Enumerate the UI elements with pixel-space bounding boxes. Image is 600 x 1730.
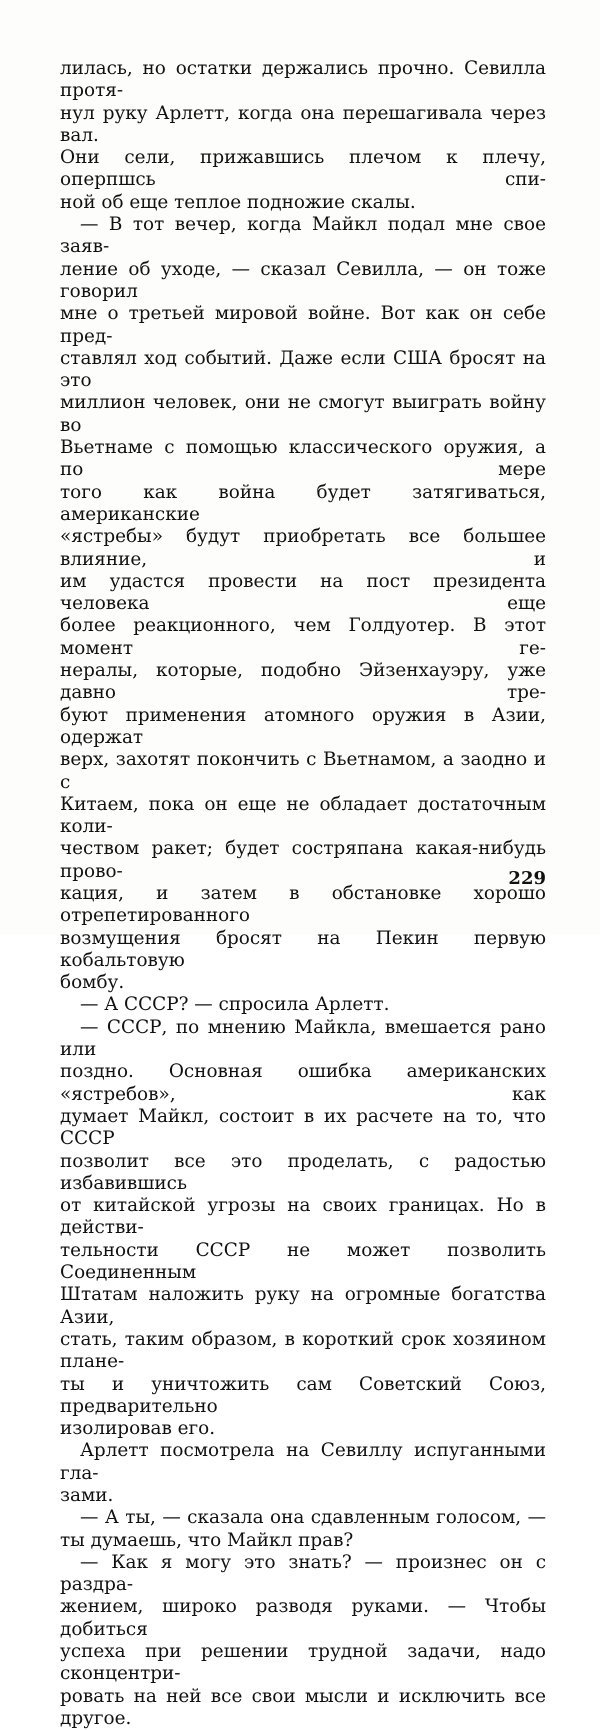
text-line: Арлетт посмотрела на Севиллу испуганными гла- bbox=[60, 1440, 546, 1484]
text-line: миллион человек, они не смогут выиграть войну во bbox=[60, 392, 546, 436]
text-line: более реакционного, чем Голдуотер. В этот момент ге- bbox=[60, 615, 546, 659]
text-line: Вьетнаме с помощью классического оружия, а по мере bbox=[60, 437, 546, 481]
text-line: ление об уходе, — сказал Севилла, — он тоже говорил bbox=[60, 258, 546, 302]
text-line: от китайской угрозы на своих границах. Но в действи- bbox=[60, 1195, 546, 1239]
text-line: бомбу. bbox=[60, 972, 125, 994]
page-number: 229 bbox=[508, 868, 546, 889]
text-line: того как война будет затягиваться, американские bbox=[60, 481, 546, 525]
text-line: жением, широко разводя руками. — Чтобы добиться bbox=[60, 1596, 546, 1640]
text-line: верх, захотят покончить с Вьетнамом, а заодно и с bbox=[60, 749, 546, 793]
text-line: чеством ракет; будет состряпана какая-нибудь прово- bbox=[60, 838, 546, 882]
text-line: Штатам наложить руку на огромные богатства Азии, bbox=[60, 1284, 546, 1328]
text-line: ной об еще теплое подножие скалы. bbox=[60, 191, 416, 213]
text-line: буют применения атомного оружия в Азии, одержат bbox=[60, 704, 546, 748]
text-line: — А ты, — сказала она сдавленным голосом, — bbox=[80, 1507, 546, 1529]
text-line: тельности СССР не может позволить Соединенным bbox=[60, 1239, 546, 1284]
text-line: нералы, которые, подобно Эйзенхауэру, уже давно тре- bbox=[60, 660, 546, 704]
text-line: думает Майкл, состоит в их расчете на то, что СССР bbox=[60, 1105, 546, 1150]
text-line: Китаем, пока он еще не обладает достаточным коли- bbox=[60, 793, 546, 838]
text-line: позволит все это проделать, с радостью избавившись bbox=[60, 1150, 546, 1194]
text-line: мне о третьей мировой войне. Вот как он себе пред- bbox=[60, 303, 546, 347]
text-line: — В тот вечер, когда Майкл подал мне свое заяв- bbox=[60, 214, 546, 258]
text-line: кация, и затем в обстановке хорошо отрепетированного bbox=[60, 882, 546, 927]
text-line: «ястребы» будут приобретать все большее влияние, и bbox=[60, 526, 546, 570]
text-line: успеха при решении трудной задачи, надо сконцентри- bbox=[60, 1641, 546, 1685]
text-line: возмущения бросят на Пекин первую кобальтовую bbox=[60, 927, 546, 971]
text-line: ты и уничтожить сам Советский Союз, предварительно bbox=[60, 1373, 546, 1417]
text-line: поздно. Основная ошибка американских «ястребов», как bbox=[60, 1061, 546, 1105]
text-line: — СССР, по мнению Майкла, вмешается рано или bbox=[60, 1016, 546, 1061]
text-line: — Как я могу это знать? — произнес он с раздра- bbox=[60, 1551, 546, 1596]
body-text bbox=[60, 58, 546, 1730]
text-line: ты думаешь, что Майкл прав? bbox=[60, 1529, 354, 1551]
text-line: нул руку Арлетт, когда она перешагивала через вал. bbox=[60, 102, 546, 146]
text-line: ставлял ход событий. Даже если США бросят на это bbox=[60, 347, 546, 392]
text-line: изолировав его. bbox=[60, 1418, 216, 1440]
text-line: зами. bbox=[60, 1485, 114, 1506]
text-line: ровать на ней все свои мысли и исключить все другое. bbox=[60, 1685, 546, 1729]
text-line: стать, таким образом, в короткий срок хозяином плане- bbox=[60, 1328, 546, 1373]
text-line: им удастся провести на пост президента человека еще bbox=[60, 570, 546, 615]
text-line: — А СССР? — спросила Арлетт. bbox=[80, 994, 390, 1016]
text-line: лилась, но остатки держались прочно. Севилла протя- bbox=[60, 58, 546, 102]
text-line: Они сели, прижавшись плечом к плечу, оперпшсь спи- bbox=[60, 147, 546, 191]
